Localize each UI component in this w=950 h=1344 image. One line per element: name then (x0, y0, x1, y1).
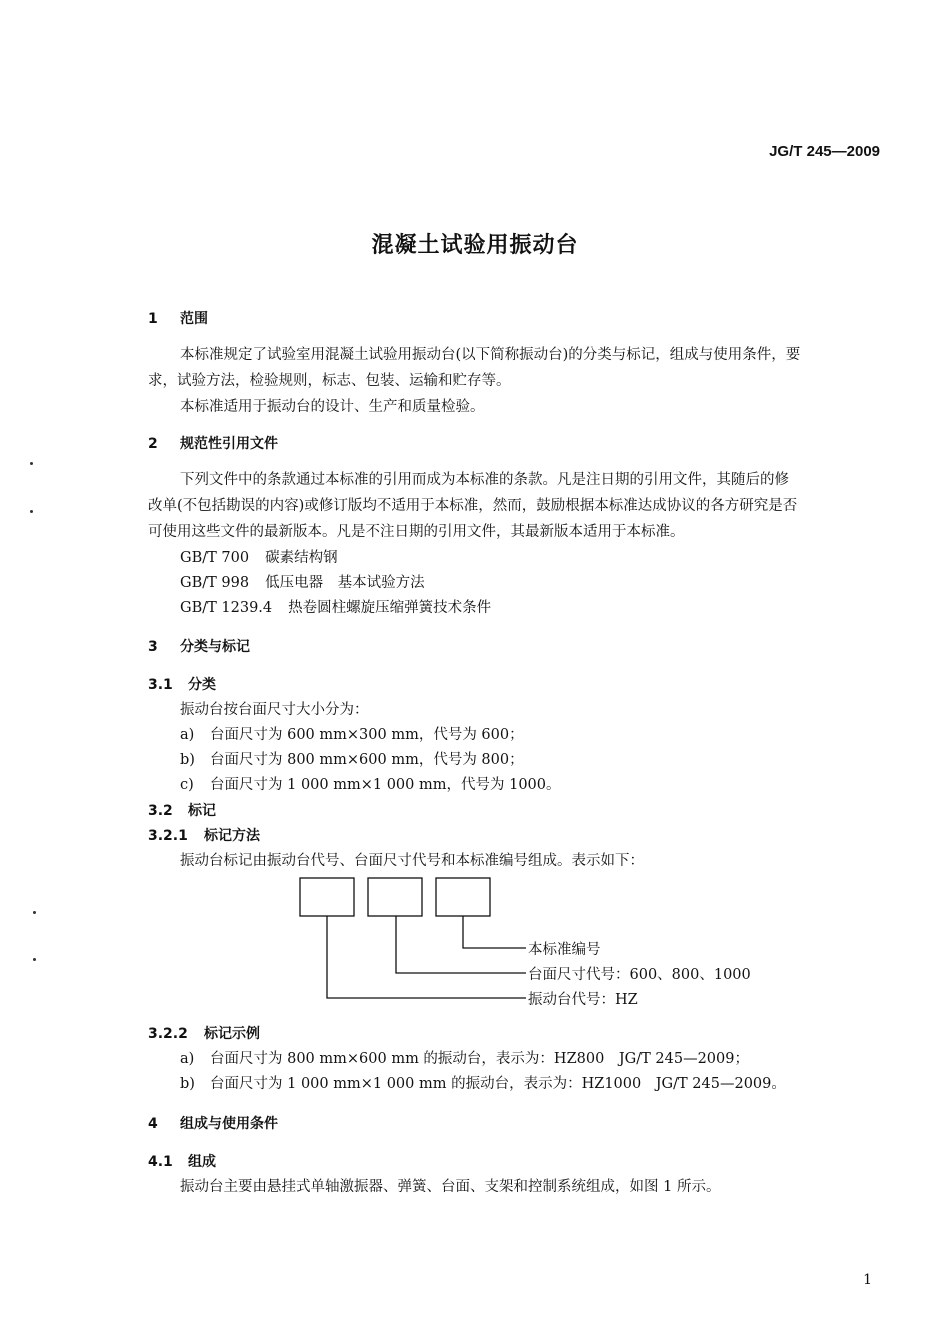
reference-code: GB/T 998 (180, 575, 250, 591)
diagram-box-size (368, 878, 422, 916)
scan-speck (30, 462, 33, 465)
reference-code: GB/T 1239.4 (180, 600, 273, 616)
standard-code: JG/T 245—2009 (769, 143, 880, 160)
list-text: 台面尺寸为 1 000 mm×1 000 mm 的振动台，表示为：HZ1000 JG/T 245—2009。 (210, 1076, 786, 1092)
s1-paragraph-1-line-1: 本标准规定了试验室用混凝土试验用振动台(以下简称振动台)的分类与标记，组成与使用条件，要 (180, 347, 801, 363)
reference-name: 碳素结构钢 (265, 550, 338, 566)
list-text: 台面尺寸为 1 000 mm×1 000 mm，代号为 1000。 (210, 777, 561, 793)
list-label: a) (180, 1051, 195, 1067)
page-number: 1 (863, 1272, 872, 1288)
s2-paragraph-line-3: 可使用这些文件的最新版本。凡是不注日期的引用文件，其最新版本适用于本标准。 (148, 524, 685, 540)
diagram-leader-size (396, 916, 526, 973)
list-text: 台面尺寸为 800 mm×600 mm，代号为 800； (210, 752, 524, 768)
document-title: 混凝土试验用振动台 (371, 233, 579, 258)
list-item (180, 1047, 749, 1068)
reference-code: GB/T 700 (180, 550, 250, 566)
section-title: 分类与标记 (180, 639, 250, 655)
s31-intro: 振动台按台面尺寸大小分为： (180, 702, 369, 718)
section-number: 3 (148, 639, 158, 655)
s321-text: 振动台标记由振动台代号、台面尺寸代号和本标准编号组成。表示如下： (180, 853, 644, 869)
section-title: 分类 (188, 677, 216, 693)
section-title: 规范性引用文件 (180, 436, 278, 452)
scan-speck (30, 510, 33, 513)
diagram-box-std (436, 878, 490, 916)
scan-speck (33, 911, 36, 914)
section-title: 标记 (188, 803, 216, 819)
list-text: 台面尺寸为 600 mm×300 mm，代号为 600； (210, 727, 524, 743)
list-label: b) (180, 752, 195, 768)
section-3-2-2-heading (148, 1023, 260, 1043)
scan-speck (33, 958, 36, 961)
s1-paragraph-2: 本标准适用于振动台的设计、生产和质量检验。 (180, 399, 485, 415)
section-4-1-heading (148, 1151, 216, 1171)
section-title: 标记示例 (204, 1026, 260, 1042)
diagram-label-hz: 振动台代号：HZ (528, 992, 638, 1008)
list-text: 台面尺寸为 800 mm×600 mm 的振动台，表示为：HZ800 JG/T 245—2009； (210, 1051, 749, 1067)
diagram-leader-std (463, 916, 526, 948)
s2-paragraph-line-2: 改单(不包括勘误的内容)或修订版均不适用于本标准，然而，鼓励根据本标准达成协议的各方研究是否 (148, 498, 798, 514)
diagram-leader-hz (327, 916, 526, 998)
section-number: 3.1 (148, 677, 173, 693)
s1-paragraph-1-line-2: 求，试验方法，检验规则，标志、包装、运输和贮存等。 (148, 373, 511, 389)
section-number: 3.2.1 (148, 828, 188, 844)
section-number: 2 (148, 436, 158, 452)
s2-paragraph-line-1: 下列文件中的条款通过本标准的引用而成为本标准的条款。凡是注日期的引用文件，其随后的修 (180, 472, 789, 488)
s41-text: 振动台主要由悬挂式单轴激振器、弹簧、台面、支架和控制系统组成，如图 1 所示。 (180, 1179, 721, 1195)
section-title: 标记方法 (204, 828, 260, 844)
reference-name: 热卷圆柱螺旋压缩弹簧技术条件 (288, 600, 492, 616)
section-number: 3.2.2 (148, 1026, 188, 1042)
section-title: 组成与使用条件 (180, 1116, 278, 1132)
reference-name: 低压电器 基本试验方法 (265, 575, 425, 591)
section-number: 3.2 (148, 803, 173, 819)
section-number: 4.1 (148, 1154, 173, 1170)
section-4-heading (148, 1113, 278, 1133)
section-title: 组成 (188, 1154, 216, 1170)
section-number: 1 (148, 311, 158, 327)
diagram-label-std: 本标准编号 (528, 942, 601, 958)
list-label: c) (180, 777, 194, 793)
list-label: b) (180, 1076, 195, 1092)
diagram-label-size: 台面尺寸代号：600、800、1000 (528, 967, 751, 983)
diagram-box-hz (300, 878, 354, 916)
section-title: 范围 (180, 311, 208, 327)
section-number: 4 (148, 1116, 158, 1132)
list-label: a) (180, 727, 195, 743)
list-item (180, 1072, 786, 1093)
